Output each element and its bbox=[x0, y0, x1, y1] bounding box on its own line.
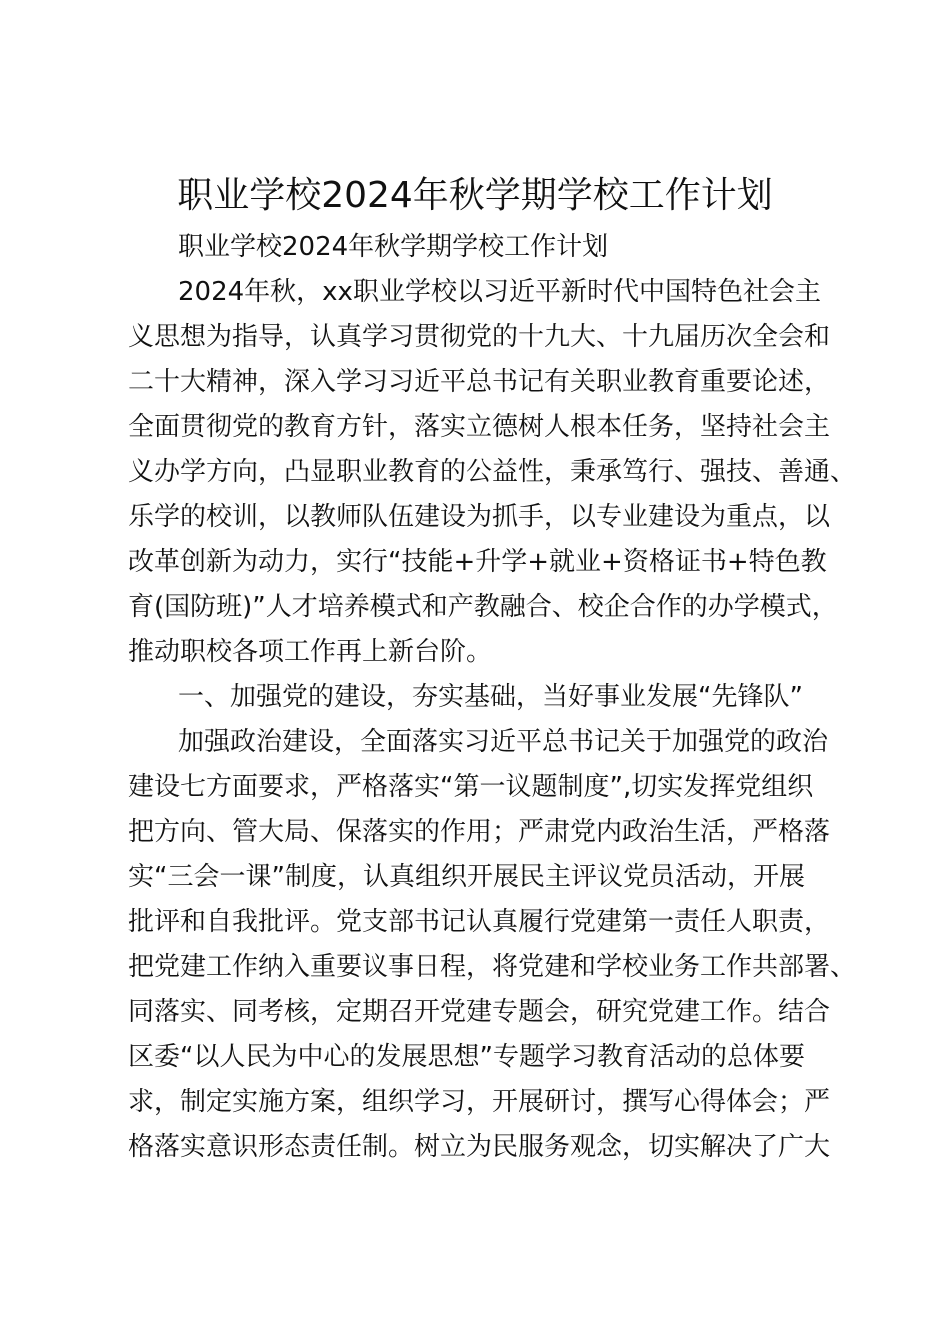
paragraph-line: 实“三会一课”制度，认真组织开展民主评议党员活动，开展 bbox=[128, 862, 805, 892]
document-subtitle: 职业学校2024年秋学期学校工作计划 bbox=[178, 232, 609, 262]
paragraph-line: 义办学方向，凸显职业教育的公益性，秉承笃行、强技、善通、 bbox=[128, 457, 857, 487]
paragraph-line: 加强政治建设，全面落实习近平总书记关于加强党的政治 bbox=[178, 727, 829, 757]
paragraph-line: 区委“以人民为中心的发展思想”专题学习教育活动的总体要 bbox=[128, 1042, 805, 1072]
paragraph-line: 求，制定实施方案，组织学习，开展研讨，撰写心得体会；严 bbox=[128, 1087, 831, 1117]
section-heading: 一、加强党的建设，夯实基础，当好事业发展“先锋队” bbox=[178, 682, 803, 712]
document-title: 职业学校2024年秋学期学校工作计划 bbox=[177, 175, 773, 216]
paragraph-line: 育(国防班)”人才培养模式和产教融合、校企合作的办学模式， bbox=[128, 592, 838, 622]
paragraph-line: 乐学的校训，以教师队伍建设为抓手，以专业建设为重点，以 bbox=[128, 502, 831, 532]
paragraph-line: 把方向、管大局、保落实的作用；严肃党内政治生活，严格落 bbox=[128, 817, 831, 847]
paragraph-line: 把党建工作纳入重要议事日程，将党建和学校业务工作共部署、 bbox=[128, 952, 857, 982]
paragraph-line: 2024年秋，xx职业学校以习近平新时代中国特色社会主 bbox=[178, 277, 821, 307]
paragraph-line: 义思想为指导，认真学习贯彻党的十九大、十九届历次全会和 bbox=[128, 322, 831, 352]
paragraph-line: 建设七方面要求，严格落实“第一议题制度”,切实发挥党组织 bbox=[128, 772, 814, 802]
paragraph-line: 同落实、同考核，定期召开党建专题会，研究党建工作。结合 bbox=[128, 997, 831, 1027]
paragraph-line: 推动职校各项工作再上新台阶。 bbox=[128, 637, 493, 667]
paragraph-line: 格落实意识形态责任制。树立为民服务观念，切实解决了广大 bbox=[128, 1132, 831, 1162]
paragraph-line: 全面贯彻党的教育方针，落实立德树人根本任务，坚持社会主 bbox=[128, 412, 831, 442]
paragraph-line: 二十大精神，深入学习习近平总书记有关职业教育重要论述， bbox=[128, 367, 831, 397]
paragraph-line: 改革创新为动力，实行“技能+升学+就业+资格证书+特色教 bbox=[128, 547, 827, 577]
paragraph-line: 批评和自我批评。党支部书记认真履行党建第一责任人职责， bbox=[128, 907, 831, 937]
